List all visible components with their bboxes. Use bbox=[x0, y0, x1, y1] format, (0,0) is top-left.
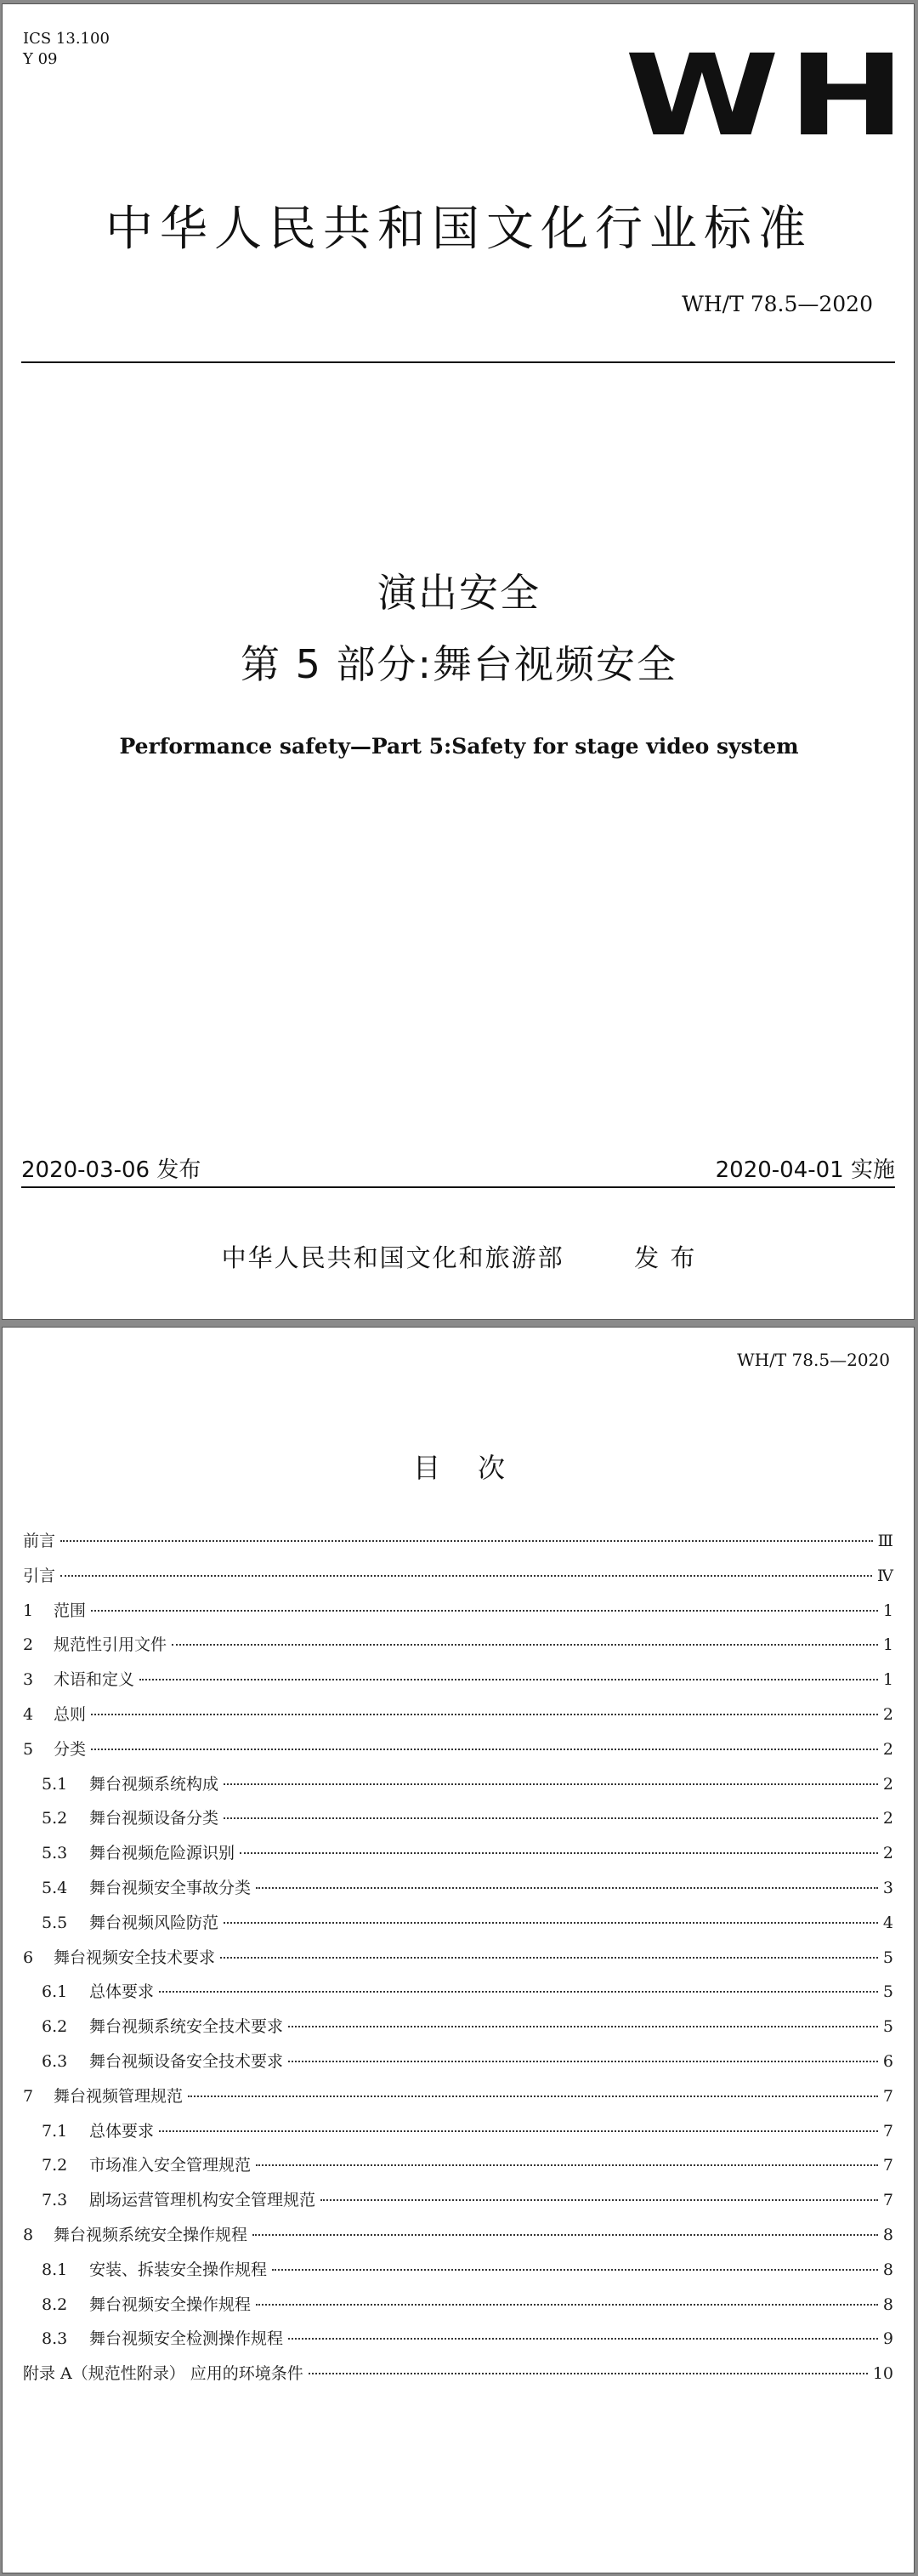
toc-leader-dots bbox=[288, 2026, 878, 2027]
toc-entry-number: 1 bbox=[23, 1601, 34, 1620]
toc-entry-page: 9 bbox=[882, 2329, 893, 2348]
toc-entry[interactable] bbox=[23, 2361, 893, 2385]
toc-entry-page: 4 bbox=[882, 1914, 893, 1932]
toc-entry-title: 分类 bbox=[54, 1740, 87, 1759]
toc-entry[interactable] bbox=[23, 1667, 893, 1691]
toc-entry-title: 舞台视频安全检测操作规程 bbox=[89, 2329, 284, 2348]
toc-entry[interactable] bbox=[23, 1563, 893, 1587]
toc-entry-title: 剧场运营管理机构安全管理规范 bbox=[89, 2191, 316, 2209]
toc-entry[interactable] bbox=[23, 1737, 893, 1760]
toc-entry-page: 3 bbox=[882, 1879, 893, 1897]
toc-leader-dots bbox=[272, 2269, 878, 2271]
toc-page bbox=[2, 1327, 915, 2573]
cover-page bbox=[2, 3, 915, 1320]
toc-entry-title: 舞台视频风险防范 bbox=[89, 1914, 219, 1932]
page-header-code: WH/T 78.5—2020 bbox=[737, 1350, 890, 1370]
toc-entry-page: 7 bbox=[882, 2191, 893, 2209]
toc-entry-page: 2 bbox=[882, 1775, 893, 1794]
toc-entry[interactable] bbox=[23, 2222, 893, 2246]
toc-entry[interactable] bbox=[42, 2049, 893, 2073]
toc-entry-title: 舞台视频系统安全技术要求 bbox=[89, 2017, 284, 2036]
toc-entry[interactable] bbox=[23, 2084, 893, 2107]
toc-leader-dots bbox=[60, 1575, 872, 1577]
toc-entry-title: 舞台视频系统安全操作规程 bbox=[54, 2226, 248, 2244]
toc-entry-number: 8.1 bbox=[42, 2260, 68, 2279]
ccs-code: Y 09 bbox=[23, 50, 58, 68]
toc-entry-page: 6 bbox=[882, 2052, 893, 2071]
toc-entry[interactable] bbox=[23, 1945, 893, 1969]
toc-entry[interactable] bbox=[42, 1840, 893, 1864]
toc-entry-number: 8.2 bbox=[42, 2295, 68, 2314]
toc-entry-page: 5 bbox=[882, 2017, 893, 2036]
toc-entry-number: 5.1 bbox=[42, 1775, 68, 1794]
toc-leader-dots bbox=[256, 2164, 878, 2166]
toc-entry-number: 7.3 bbox=[42, 2191, 68, 2209]
toc-entry-title: 市场准入安全管理规范 bbox=[89, 2156, 252, 2175]
toc-entry-page: 8 bbox=[882, 2226, 893, 2244]
toc-leader-dots bbox=[159, 2130, 878, 2132]
toc-leader-dots bbox=[288, 2061, 878, 2062]
toc-entry-page: 5 bbox=[882, 1982, 893, 2001]
toc-entry-number: 5 bbox=[23, 1740, 34, 1759]
toc-entry-number: 6.2 bbox=[42, 2017, 68, 2036]
title-line-2: 第 5 部分:舞台视频安全 bbox=[240, 641, 677, 687]
toc-entry-page: 7 bbox=[882, 2087, 893, 2106]
toc-entry-title: 舞台视频系统构成 bbox=[89, 1775, 219, 1794]
toc-entry[interactable] bbox=[42, 1875, 893, 1899]
toc-entry-page: 7 bbox=[882, 2156, 893, 2175]
toc-entry-title: 总则 bbox=[54, 1705, 87, 1724]
toc-entry[interactable] bbox=[42, 1910, 893, 1934]
toc-leader-dots bbox=[188, 2095, 878, 2097]
toc-entry-page: 1 bbox=[882, 1601, 893, 1620]
toc-entry-title: 舞台视频危险源识别 bbox=[89, 1844, 235, 1862]
toc-leader-dots bbox=[320, 2199, 878, 2201]
toc-entry[interactable] bbox=[42, 1771, 893, 1795]
standard-logo: WH bbox=[625, 31, 915, 162]
toc-entry-title: 附录 A（规范性附录） 应用的环境条件 bbox=[23, 2364, 303, 2383]
toc-entry[interactable] bbox=[42, 2118, 893, 2142]
toc-entry-title: 范围 bbox=[54, 1601, 87, 1620]
toc-entry-number: 6.3 bbox=[42, 2052, 68, 2071]
toc-entry-page: 2 bbox=[882, 1844, 893, 1862]
toc-entry-page: 1 bbox=[882, 1635, 893, 1654]
toc-entry[interactable] bbox=[42, 1805, 893, 1829]
toc-entry-title: 总体要求 bbox=[89, 1982, 155, 2001]
top-rule bbox=[21, 361, 895, 363]
toc-entry-title: 总体要求 bbox=[89, 2122, 155, 2141]
toc-entry[interactable] bbox=[42, 2257, 893, 2281]
toc-entry[interactable] bbox=[23, 1632, 893, 1656]
toc-entry-title: 舞台视频设备分类 bbox=[89, 1809, 219, 1828]
toc-leader-dots bbox=[224, 1783, 878, 1785]
title-line-1: 演出安全 bbox=[377, 570, 541, 616]
ics-code: ICS 13.100 bbox=[23, 30, 110, 48]
toc-entry-title: 舞台视频安全事故分类 bbox=[89, 1879, 252, 1897]
toc-entry[interactable] bbox=[23, 1702, 893, 1726]
toc-entry-title: 规范性引用文件 bbox=[54, 1635, 167, 1654]
toc-entry-number: 5.5 bbox=[42, 1914, 68, 1932]
toc-entry-number: 5.4 bbox=[42, 1879, 68, 1897]
toc-entry-page: 1 bbox=[882, 1670, 893, 1689]
toc-entry-page: 8 bbox=[882, 2295, 893, 2314]
toc-leader-dots bbox=[220, 1957, 878, 1959]
toc-entry-page: Ⅲ bbox=[877, 1532, 893, 1550]
toc-entry-page: 8 bbox=[882, 2260, 893, 2279]
toc-leader-dots bbox=[240, 1852, 878, 1854]
toc-entry[interactable] bbox=[23, 1528, 893, 1552]
toc-entry-page: 2 bbox=[882, 1809, 893, 1828]
toc-entry[interactable] bbox=[42, 2187, 893, 2211]
toc-entry-number: 4 bbox=[23, 1705, 34, 1724]
toc-entry[interactable] bbox=[42, 2292, 893, 2316]
issue-date: 2020-03-06 发布 bbox=[21, 1157, 201, 1183]
toc-leader-dots bbox=[309, 2373, 868, 2374]
english-title: Performance safety—Part 5:Safety for stage video system bbox=[119, 734, 799, 759]
toc-entry-page: 7 bbox=[882, 2122, 893, 2141]
toc-entry-number: 5.3 bbox=[42, 1844, 68, 1862]
issuer-action: 发 布 bbox=[634, 1243, 697, 1272]
toc-leader-dots bbox=[224, 1817, 878, 1819]
toc-entry-number: 8 bbox=[23, 2226, 34, 2244]
toc-leader-dots bbox=[159, 1991, 878, 1993]
toc-entry-number: 6 bbox=[23, 1948, 34, 1967]
toc-leader-dots bbox=[252, 2234, 878, 2236]
toc-entry-number: 2 bbox=[23, 1635, 34, 1654]
toc-entry-number: 6.1 bbox=[42, 1982, 68, 2001]
toc-leader-dots bbox=[91, 1610, 878, 1612]
issuer-name: 中华人民共和国文化和旅游部 bbox=[221, 1243, 564, 1272]
toc-leader-dots bbox=[91, 1714, 878, 1715]
toc-entry[interactable] bbox=[42, 2014, 893, 2038]
toc-entry-title: 术语和定义 bbox=[54, 1670, 135, 1689]
toc-entry-title: 安装、拆装安全操作规程 bbox=[89, 2260, 268, 2279]
toc-entry-title: 舞台视频管理规范 bbox=[54, 2087, 184, 2106]
toc-entry-title: 前言 bbox=[23, 1532, 56, 1550]
issuer bbox=[3, 1239, 915, 1274]
toc-entry-page: Ⅳ bbox=[877, 1567, 893, 1585]
toc-heading: 目次 bbox=[412, 1452, 542, 1484]
toc-entry-title: 引言 bbox=[23, 1567, 56, 1585]
toc-entry-number: 8.3 bbox=[42, 2329, 68, 2348]
standard-category-title: 中华人民共和国文化行业标准 bbox=[105, 202, 813, 257]
bottom-rule bbox=[21, 1186, 895, 1188]
toc-leader-dots bbox=[172, 1644, 878, 1646]
toc-entry-number: 5.2 bbox=[42, 1809, 68, 1828]
toc-entry[interactable] bbox=[23, 1598, 893, 1622]
toc-entry-number: 7.1 bbox=[42, 2122, 68, 2141]
toc-leader-dots bbox=[224, 1922, 878, 1924]
toc-leader-dots bbox=[288, 2338, 878, 2340]
toc-entry[interactable] bbox=[42, 1979, 893, 2003]
toc-leader-dots bbox=[60, 1540, 873, 1542]
toc-entry[interactable] bbox=[42, 2152, 893, 2176]
toc-leader-dots bbox=[139, 1679, 878, 1680]
toc-leader-dots bbox=[91, 1749, 878, 1750]
toc-entry-number: 3 bbox=[23, 1670, 34, 1689]
toc-entry-title: 舞台视频安全技术要求 bbox=[54, 1948, 216, 1967]
toc-entry-number: 7 bbox=[23, 2087, 34, 2106]
toc-entry-number: 7.2 bbox=[42, 2156, 68, 2175]
toc-entry-page: 2 bbox=[882, 1740, 893, 1759]
toc-leader-dots bbox=[256, 1887, 878, 1889]
toc-entry-title: 舞台视频设备安全技术要求 bbox=[89, 2052, 284, 2071]
toc-entry-page: 5 bbox=[882, 1948, 893, 1967]
toc-leader-dots bbox=[256, 2304, 878, 2306]
standard-code: WH/T 78.5—2020 bbox=[682, 292, 873, 316]
toc-entry-title: 舞台视频安全操作规程 bbox=[89, 2295, 252, 2314]
toc-entry-page: 10 bbox=[872, 2364, 893, 2383]
toc-entry-page: 2 bbox=[882, 1705, 893, 1724]
effective-date: 2020-04-01 实施 bbox=[715, 1157, 895, 1183]
toc-entry[interactable] bbox=[42, 2326, 893, 2350]
